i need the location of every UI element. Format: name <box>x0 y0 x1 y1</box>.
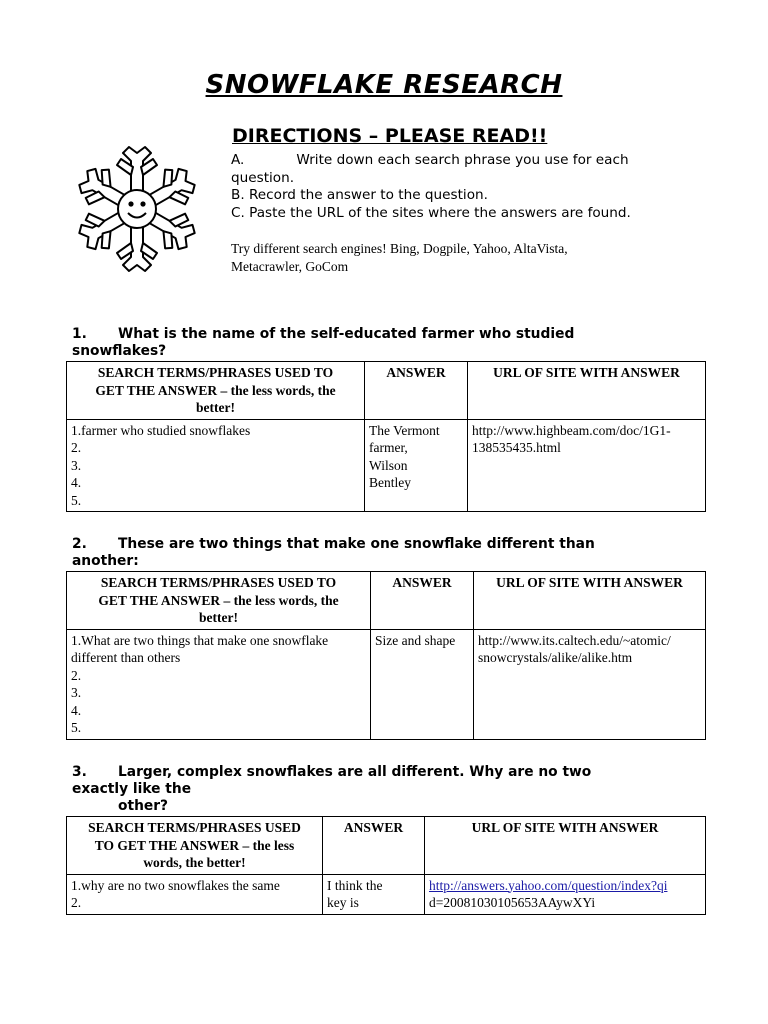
answer-cell[interactable]: The Vermont farmer, Wilson Bentley <box>365 419 468 512</box>
question-3-text-cont: exactly like the <box>72 781 192 797</box>
question-3 <box>72 764 672 815</box>
header-search-terms: SEARCH TERMS/PHRASES USED TO GET THE ANSWER – the less words, the better! <box>67 362 365 420</box>
direction-c: C. Paste the URL of the sites where the answers are found. <box>231 205 631 221</box>
question-3-number: 3. <box>72 764 87 780</box>
question-2-table <box>66 571 706 740</box>
url-cell[interactable]: http://answers.yahoo.com/question/index?qi d=20081030105653AAywXYi <box>425 874 706 914</box>
question-3-table <box>66 816 706 915</box>
question-2 <box>72 536 672 570</box>
answer-url-link[interactable]: http://answers.yahoo.com/question/index?qi <box>429 877 668 893</box>
header-url: URL OF SITE WITH ANSWER <box>474 572 706 630</box>
search-terms-cell[interactable]: 1.farmer who studied snowflakes 2. 3. 4. 5. <box>67 419 365 512</box>
question-1-number: 1. <box>72 326 87 342</box>
search-terms-cell[interactable]: 1.why are no two snowflakes the same 2. <box>67 874 323 914</box>
engines-line-2: Metacrawler, GoCom <box>231 259 349 274</box>
direction-a-cont: question. <box>231 170 295 186</box>
url-cell[interactable]: http://www.its.caltech.edu/~atomic/ snowcrystals/alike/alike.htm <box>474 629 706 739</box>
header-url: URL OF SITE WITH ANSWER <box>468 362 706 420</box>
search-engines-note <box>231 240 651 276</box>
direction-b: B. Record the answer to the question. <box>231 187 488 203</box>
snowflake-smiley-icon <box>62 134 212 284</box>
question-3-text-cont-2: other? <box>118 798 169 814</box>
direction-a-letter: A. <box>231 152 245 168</box>
question-3-text: Larger, complex snowflakes are all different. Why are no two <box>118 764 592 780</box>
header-search-terms: SEARCH TERMS/PHRASES USED TO GET THE ANSWER – the less words, the better! <box>67 572 371 630</box>
question-1 <box>72 326 672 360</box>
directions-heading: DIRECTIONS – PLEASE READ!! <box>232 125 548 147</box>
question-1-text-cont: snowflakes? <box>72 343 167 359</box>
question-1-text: What is the name of the self-educated farmer who studied <box>118 326 575 342</box>
header-answer: ANSWER <box>365 362 468 420</box>
question-1-table <box>66 361 706 512</box>
answer-cell[interactable]: Size and shape <box>371 629 474 739</box>
header-answer: ANSWER <box>323 817 425 875</box>
search-terms-cell[interactable]: 1.What are two things that make one snowflake different than others 2. 3. 4. 5. <box>67 629 371 739</box>
header-answer: ANSWER <box>371 572 474 630</box>
question-2-text: These are two things that make one snowflake different than <box>118 536 595 552</box>
direction-a <box>231 152 629 168</box>
page-title: SNOWFLAKE RESEARCH <box>205 70 563 100</box>
header-search-terms: SEARCH TERMS/PHRASES USED TO GET THE ANSWER – the less words, the better! <box>67 817 323 875</box>
url-cell[interactable]: http://www.highbeam.com/doc/1G1- 138535435.html <box>468 419 706 512</box>
engines-line-1: Try different search engines! Bing, Dogpile, Yahoo, AltaVista, <box>231 241 568 256</box>
header-url: URL OF SITE WITH ANSWER <box>425 817 706 875</box>
answer-cell[interactable]: I think the key is <box>323 874 425 914</box>
question-2-number: 2. <box>72 536 87 552</box>
direction-a-text: Write down each search phrase you use for each <box>296 152 629 168</box>
question-2-text-cont: another: <box>72 553 139 569</box>
